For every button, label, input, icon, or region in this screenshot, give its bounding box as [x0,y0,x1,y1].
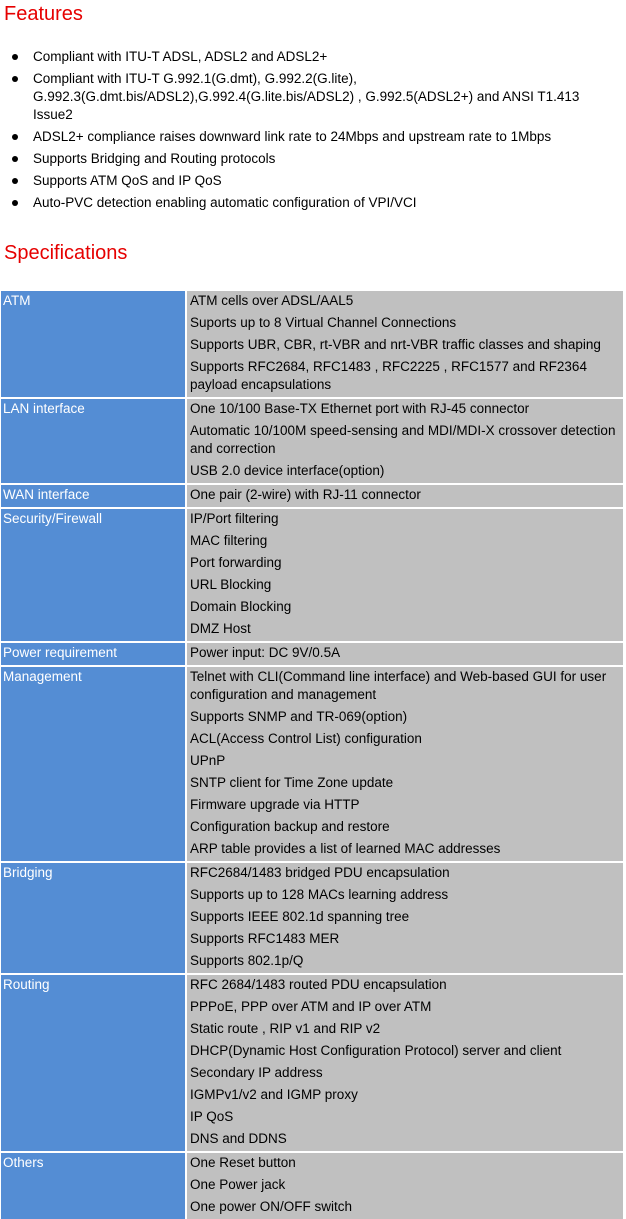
spec-details [187,507,623,641]
spec-category-label: Power requirement [3,645,118,660]
spec-detail-item: Static route , RIP v1 and RIP v2 [190,1021,381,1036]
spec-detail-item: SNTP client for Time Zone update [190,775,394,790]
spec-category [1,665,187,861]
bullet-icon [12,76,18,82]
feature-item [0,172,620,190]
spec-detail-item: RFC2684/1483 bridged PDU encapsulation [190,865,450,880]
spec-detail-item: ARP table provides a list of learned MAC addresses [190,841,501,856]
spec-detail-item: Telnet with CLI(Command line interface) and Web-based GUI for user configuration and management [190,669,607,702]
spec-detail-item: Firmware upgrade via HTTP [190,797,360,812]
spec-details [187,861,623,973]
spec-detail-item: Suports up to 8 Virtual Channel Connections [190,315,457,330]
feature-item [0,128,620,146]
spec-detail-item: Supports 802.1p/Q [190,953,304,968]
spec-detail-item: Supports IEEE 802.1d spanning tree [190,909,410,924]
spec-detail-item: One 10/100 Base-TX Ethernet port with RJ-45 connector [190,401,530,416]
spec-category [1,973,187,1151]
feature-item [0,194,620,212]
spec-category [1,397,187,483]
feature-text: ADSL2+ compliance raises downward link rate to 24Mbps and upstream rate to 1Mbps [33,129,552,144]
spec-row [1,397,623,483]
spec-category [1,507,187,641]
feature-item [0,48,620,66]
feature-item [0,70,620,124]
spec-category-label: ATM [3,293,31,308]
spec-detail-item: DHCP(Dynamic Host Configuration Protocol) server and client [190,1043,562,1058]
spec-details [187,641,623,665]
spec-detail-item: IP/Port filtering [190,511,279,526]
spec-detail-item: ACL(Access Control List) configuration [190,731,422,746]
spec-detail-item: Supports UBR, CBR, rt-VBR and nrt-VBR traffic classes and shaping [190,337,601,352]
spec-category [1,1151,187,1219]
spec-detail-item: PPPoE, PPP over ATM and IP over ATM [190,999,432,1014]
spec-detail-item: DNS and DDNS [190,1131,287,1146]
feature-text: Auto-PVC detection enabling automatic configuration of VPI/VCI [33,195,417,210]
spec-detail-item: UPnP [190,753,226,768]
spec-detail-item: MAC filtering [190,533,268,548]
spec-detail-item: Port forwarding [190,555,282,570]
spec-details [187,483,623,507]
spec-category-label: Bridging [3,865,53,880]
spec-row [1,861,623,973]
spec-detail-item: Configuration backup and restore [190,819,390,834]
spec-detail-item: ATM cells over ADSL/AAL5 [190,293,354,308]
spec-row [1,665,623,861]
spec-details [187,665,623,861]
spec-detail-item: One Power jack [190,1177,286,1192]
spec-row [1,973,623,1151]
spec-category-label: WAN interface [3,487,90,502]
spec-row [1,291,623,397]
spec-detail-item: USB 2.0 device interface(option) [190,463,385,478]
spec-row [1,483,623,507]
feature-text: Supports ATM QoS and IP QoS [33,173,222,188]
bullet-icon [12,178,18,184]
spec-detail-item: Supports up to 128 MACs learning address [190,887,449,902]
bullet-icon [12,54,18,60]
spec-detail-item: Supports RFC1483 MER [190,931,340,946]
spec-detail-item: DMZ Host [190,621,251,636]
bullet-icon [12,200,18,206]
spec-detail-item: Automatic 10/100M speed-sensing and MDI/MDI-X crossover detection and correction [190,423,616,456]
feature-item [0,150,620,168]
spec-detail-item: Supports SNMP and TR-069(option) [190,709,408,724]
spec-detail-item: Domain Blocking [190,599,292,614]
spec-detail-item: IP QoS [190,1109,234,1124]
bullet-icon [12,134,18,140]
spec-category-label: Security/Firewall [3,511,103,526]
spec-row [1,507,623,641]
spec-details [187,973,623,1151]
spec-category [1,291,187,397]
spec-category-label: Routing [3,977,50,992]
spec-details [187,1151,623,1219]
spec-category [1,641,187,665]
spec-category-label: LAN interface [3,401,85,416]
spec-detail-item: One Reset button [190,1155,296,1170]
spec-detail-item: Secondary IP address [190,1065,323,1080]
spec-detail-item: IGMPv1/v2 and IGMP proxy [190,1087,358,1102]
spec-category-label: Others [3,1155,44,1170]
spec-detail-item: Power input: DC 9V/0.5A [190,645,341,660]
spec-details [187,397,623,483]
spec-category [1,483,187,507]
feature-text: Compliant with ITU-T ADSL, ADSL2 and ADSL2+ [33,49,328,64]
spec-detail-item: URL Blocking [190,577,272,592]
spec-category [1,861,187,973]
bullet-icon [12,156,18,162]
spec-detail-item: RFC 2684/1483 routed PDU encapsulation [190,977,447,992]
spec-row [1,641,623,665]
spec-row [1,1151,623,1219]
specifications-table [1,291,623,1219]
specifications-heading: Specifications [4,242,128,264]
spec-detail-item: One pair (2-wire) with RJ-11 connector [190,487,421,502]
features-list [0,48,620,216]
feature-text: Supports Bridging and Routing protocols [33,151,276,166]
spec-detail-item: Supports RFC2684, RFC1483 , RFC2225 , RFC1577 and RF2364 payload encapsulations [190,359,587,392]
features-heading: Features [4,3,83,25]
spec-details [187,291,623,397]
spec-detail-item: One power ON/OFF switch [190,1199,353,1214]
feature-text: Compliant with ITU-T G.992.1(G.dmt), G.992.2(G.lite), G.992.3(G.dmt.bis/ADSL2),G.992.4(G.lite.bis/ADSL2) , G.992.5(ADSL2+) and ANSI T1.413 Issue2 [33,71,580,122]
spec-category-label: Management [3,669,82,684]
